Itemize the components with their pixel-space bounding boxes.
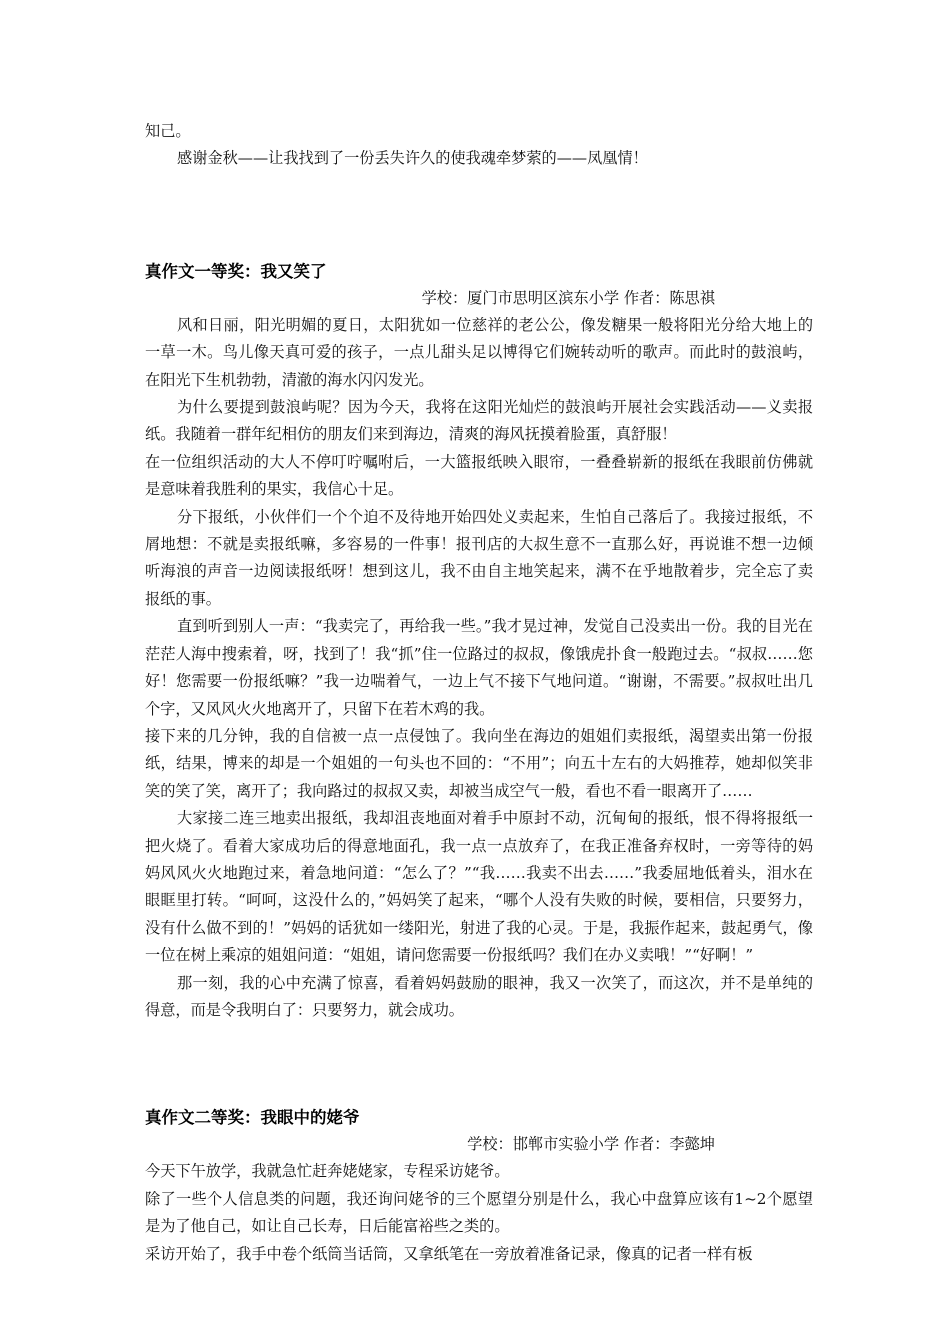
intro-paragraph-1: 知己。 [145, 122, 191, 140]
essay-2-paragraph-1: 今天下午放学，我就急忙赶奔姥姥家，专程采访姥爷。 [145, 1162, 510, 1181]
essay-2-title: 真作文二等奖：我眼中的姥爷 [145, 1108, 360, 1128]
essay-1-paragraph-8: 那一刻，我的心中充满了惊喜，看着妈妈鼓励的眼神，我又一次笑了，而这次，并不是单纯的得意，而是令我明白了：只要努力，就会成功。 [145, 973, 813, 1019]
section-spacer [145, 173, 813, 258]
essay-1-paragraph-4: 分下报纸，小伙伴们一个个迫不及待地开始四处义卖起来，生怕自己落后了。我接过报纸，不屑地想：不就是卖报纸嘛，多容易的一件事！报刊店的大叔生意不一直那么好，再说谁不想一边倾听海浪的声音一边阅读报纸呀！想到这儿，我不由自主地笑起来，满不在乎地散着步，完全忘了卖报纸的事。 [145, 507, 813, 608]
essay-1-paragraph-2: 为什么要提到鼓浪屿呢？因为今天，我将在这阳光灿烂的鼓浪屿开展社会实践活动——义卖报纸。我随着一群年纪相仿的朋友们来到海边，清爽的海风抚摸着脸蛋，真舒服！ [145, 398, 813, 444]
essay-2-paragraph-3: 采访开始了，我手中卷个纸筒当话筒，又拿纸笔在一旁放着准备记录，像真的记者一样有板 [145, 1244, 753, 1263]
intro-paragraph-2: 感谢金秋——让我找到了一份丢失许久的使我魂牵梦萦的——凤凰情！ [177, 149, 648, 168]
essay-1-paragraph-3: 在一位组织活动的大人不停叮咛嘱咐后，一大篮报纸映入眼帘，一叠叠崭新的报纸在我眼前仿佛就是意味着我胜利的果实，我信心十足。 [145, 452, 813, 499]
essay-2 [145, 1104, 813, 1268]
essay-1-paragraph-6: 接下来的几分钟，我的自信被一点一点侵蚀了。我向坐在海边的姐姐们卖报纸，渴望卖出第一份报纸，结果，博来的却是一个姐姐的一句头也不回的：“不用”；向五十左右的大妈推荐，她却似笑非笑的笑了笑，离开了；我向路过的叔叔又卖，却被当成空气一般，看也不看一眼离开了…… [145, 726, 813, 800]
essay-1-byline: 学校：厦门市思明区滨东小学 作者：陈思祺 [421, 288, 715, 307]
section-spacer [145, 1024, 813, 1104]
essay-1-paragraph-5: 直到听到别人一声：“我卖完了，再给我一些。”我才晃过神，发觉自己没卖出一份。我的目光在茫茫人海中搜索着，呀，找到了！我“抓”住一位路过的叔叔，像饿虎扑食一般跑过去。“叔叔……您好！您需要一份报纸嘛？”我一边喘着气，一边上气不接下气地问道。“谢谢，不需要。”叔叔吐出几个字，又风风火火地离开了，只留下在若木鸡的我。 [145, 617, 813, 718]
essay-1 [145, 258, 813, 1025]
document-page [145, 118, 813, 1268]
essay-1-title: 真作文一等奖：我又笑了 [145, 261, 327, 281]
essay-1-paragraph-7: 大家接二连三地卖出报纸，我却沮丧地面对着手中原封不动，沉甸甸的报纸，恨不得将报纸一把火烧了。看着大家成功后的得意地面孔，我一点一点放弃了，在我正准备弃权时，一旁等待的妈妈风风火火地跑过来，着急地问道：“怎么了？”“我……我卖不出去……”我委屈地低着头，泪水在眼眶里打转。“呵呵，这没什么的，”妈妈笑了起来，“哪个人没有失败的时候，要相信，只要努力，没有什么做不到的！”妈妈的话犹如一缕阳光，射进了我的心灵。于是，我振作起来，鼓起勇气，像一位在树上乘凉的姐姐问道：“姐姐，请问您需要一份报纸吗？我们在办义卖哦！”“好啊！” [145, 809, 813, 965]
essay-2-byline: 学校：邯郸市实验小学 作者：李懿坤 [467, 1135, 715, 1154]
essay-2-paragraph-2: 除了一些个人信息类的问题，我还询问姥爷的三个愿望分别是什么，我心中盘算应该有1~2个愿望是为了他自己，如让自己长寿，日后能富裕些之类的。 [145, 1189, 813, 1236]
essay-1-paragraph-1: 风和日丽，阳光明媚的夏日，太阳犹如一位慈祥的老公公，像发糖果一般将阳光分给大地上的一草一木。鸟儿像天真可爱的孩子，一点儿甜头足以博得它们婉转动听的歌声。而此时的鼓浪屿，在阳光下生机勃勃，清澈的海水闪闪发光。 [145, 315, 813, 389]
